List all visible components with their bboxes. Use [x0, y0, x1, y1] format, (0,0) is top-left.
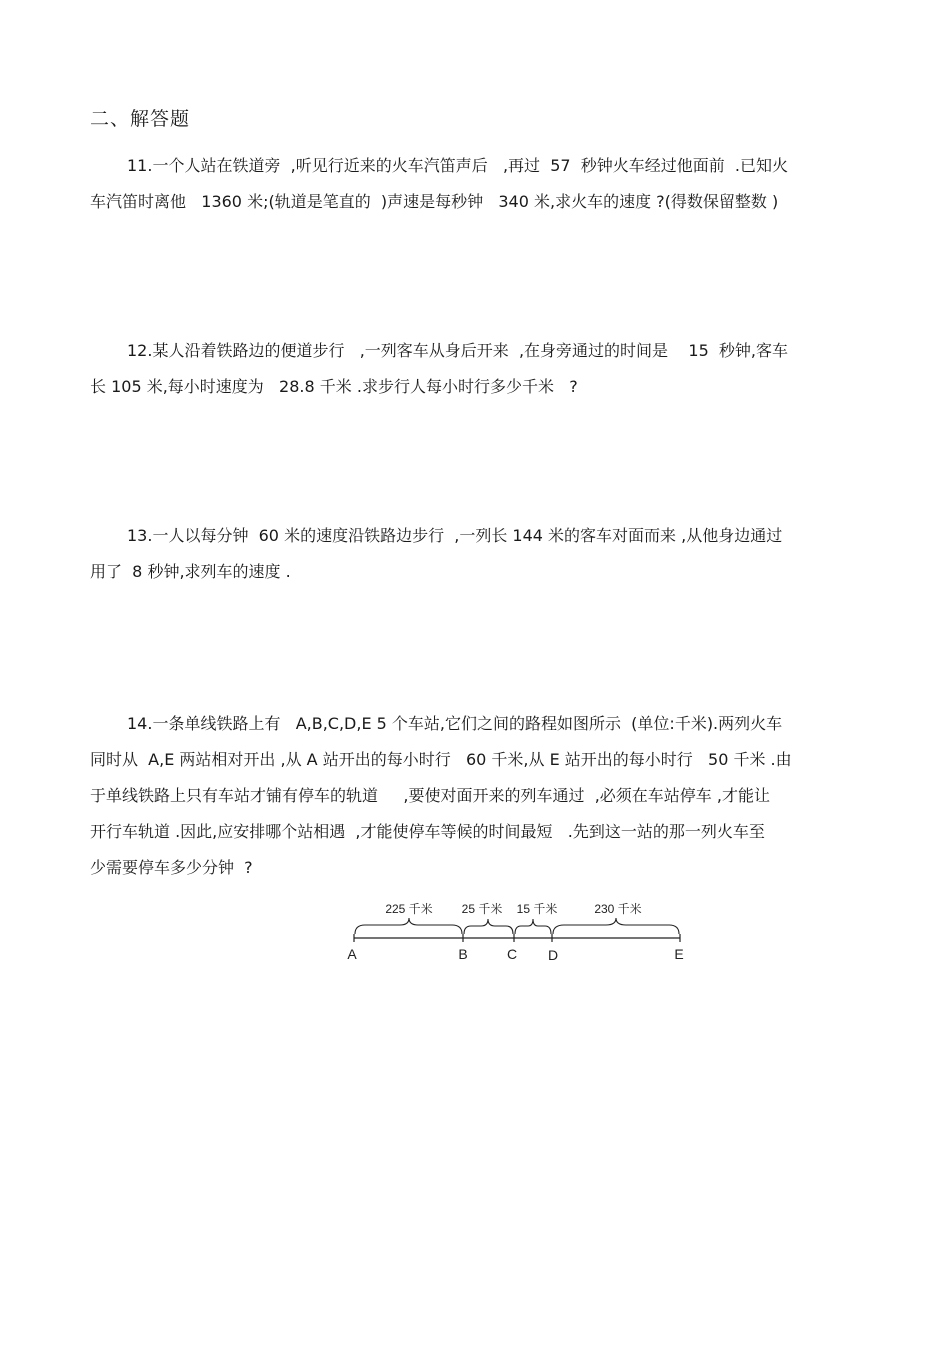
problem-line: 车汽笛时离他 1360 米;(轨道是笔直的 )声速是每秒钟 340 米,求火车的速度 ?(得数保留整数 ) — [90, 192, 779, 211]
problem-line: 11.一个人站在铁道旁 ,听见行近来的火车汽笛声后 ,再过 57 秒钟火车经过他面前 .已知火 — [127, 156, 789, 175]
distance-brace — [355, 918, 462, 934]
station-label-c: C — [506, 946, 518, 962]
problem-11 — [90, 148, 860, 220]
problem-13 — [90, 518, 860, 590]
problem-line: 用了 8 秒钟,求列车的速度 . — [90, 562, 291, 581]
segment-label: 225 千米 — [385, 902, 433, 916]
section-title: 二、解答题 — [90, 108, 191, 130]
station-label-a: A — [347, 946, 357, 962]
problem-line: 长 105 米,每小时速度为 28.8 千米 .求步行人每小时行多少千米 ? — [90, 377, 578, 396]
problem-line: 13.一人以每分钟 60 米的速度沿铁路边步行 ,一列长 144 米的客车对面而来 ,从他身边通过 — [127, 526, 783, 545]
segment-label: 25 千米 — [461, 902, 503, 916]
problem-line: 同时从 A,E 两站相对开出 ,从 A 站开出的每小时行 60 千米,从 E 站开出的每小时行 50 千米 .由 — [90, 750, 792, 769]
distance-brace — [553, 918, 679, 934]
problem-line: 少需要停车多少分钟 ? — [90, 858, 253, 877]
problem-line: 14.一条单线铁路上有 A,B,C,D,E 5 个车站,它们之间的路程如图所示 (单位:千米).两列火车 — [127, 714, 783, 733]
problem-line: 于单线铁路上只有车站才铺有停车的轨道 ,要使对面开来的列车通过 ,必须在车站停车 ,才能让 — [90, 786, 770, 805]
problem-12 — [90, 333, 860, 405]
segment-label: 230 千米 — [594, 902, 642, 916]
problem-14 — [90, 706, 860, 886]
problem-line: 开行车轨道 .因此,应安排哪个站相遇 ,才能使停车等候的时间最短 .先到这一站的那一列火车至 — [90, 822, 765, 841]
station-label-d: D — [547, 947, 559, 963]
problem-line: 12.某人沿着铁路边的便道步行 ,一列客车从身后开来 ,在身旁通过的时间是 15 秒钟,客车 — [127, 341, 789, 360]
segment-label: 15 千米 — [516, 902, 558, 916]
distance-brace — [464, 919, 513, 934]
distance-brace — [515, 919, 551, 934]
station-label-e: E — [674, 946, 684, 962]
railway-distance-diagram — [338, 896, 698, 971]
station-label-b: B — [458, 946, 468, 962]
